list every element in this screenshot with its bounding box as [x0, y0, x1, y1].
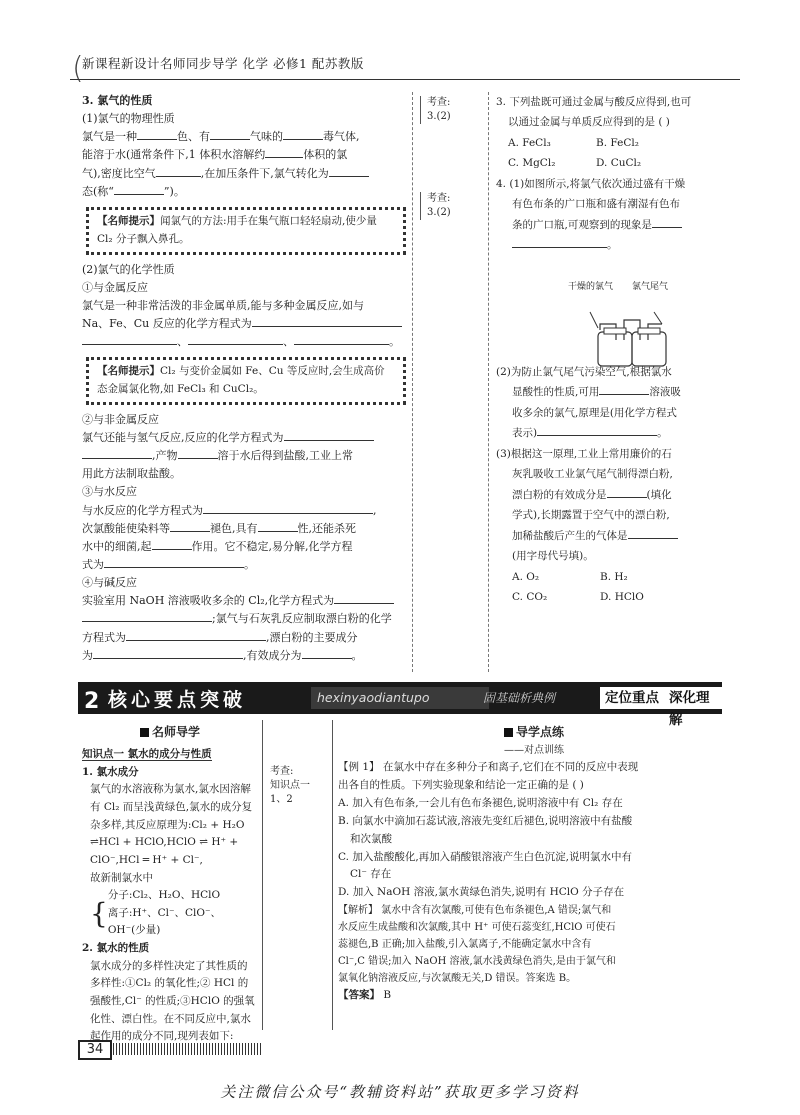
- body-line: ClO⁻,HCl ═ H⁺ + Cl⁻,: [90, 853, 203, 866]
- alkali-line: 方程式为 ,漂白粉的主要成分: [82, 630, 358, 644]
- body-line: 多样性:①Cl₂ 的氧化性;② HCl 的: [90, 977, 249, 990]
- banner-title: 核心要点突破: [108, 689, 247, 711]
- banner-tag-1: 定位重点: [600, 687, 664, 709]
- kao-box-1: [420, 96, 489, 124]
- nonmetal-line: 氯气还能与氢气反应,反应的化学方程式为: [82, 429, 410, 447]
- lower-divider-1: [262, 720, 263, 1030]
- right-column-2: [496, 362, 732, 608]
- nonmetal-title: ②与非金属反应: [82, 412, 159, 426]
- subsection-title: 1. 氯水成分: [82, 765, 139, 778]
- analysis-line: 蕊褪色,B 正确;加入盐酸,引入氯离子,不能确定氯水中含有: [338, 939, 592, 951]
- water-title: ③与水反应: [82, 485, 137, 499]
- alkali-line: 为 ,有效成分为 。: [82, 648, 363, 662]
- nonmetal-line: 用此方法制取盐酸。: [82, 467, 181, 481]
- teacher-tip-1: 【名师提示】闻氯气的方法:用手在集气瓶口轻轻扇动,使少量 Cl₂ 分子飘入鼻孔。: [86, 207, 406, 255]
- banner-slogan: 固基础析典例: [483, 691, 556, 705]
- metal-title: ①与金属反应: [82, 280, 148, 294]
- body-line: 杂多样,其反应原理为:Cl₂ + H₂O: [90, 818, 245, 831]
- phys-title: (1)氯气的物理性质: [82, 112, 175, 126]
- body-line: 起作用的成分不同,现列表如下:: [90, 1030, 234, 1043]
- phys-line: 氯气是一种 色、有 气味的 毒气体,: [82, 130, 360, 144]
- body-line: 有 Cl₂ 而呈浅黄绿色,氯水的成分复: [90, 801, 253, 814]
- example-option: 和次氯酸: [350, 832, 392, 845]
- q4-options: A. O₂ B. H₂: [512, 570, 628, 583]
- analysis-line: Cl⁻,C 错误;加入 NaOH 溶液,氯水浅黄绿色消失,是由于氯气和: [338, 956, 616, 968]
- answer-line: 【答案】 B: [338, 989, 392, 1002]
- q3-line: 3. 下列盐既可通过金属与酸反应得到,也可: [496, 96, 692, 108]
- water-line: 次氯酸能使染料等 褪色,具有 性,还能杀死: [82, 521, 356, 535]
- q4-3-line: (3)根据这一原理,工业上常用廉价的石: [496, 447, 672, 460]
- q3-options: C. MgCl₂ D. CuCl₂: [508, 157, 642, 170]
- example-option: Cl⁻ 存在: [350, 868, 392, 881]
- water-line: 与水反应的化学方程式为 ,: [82, 503, 377, 517]
- alkali-title: ④与碱反应: [82, 576, 137, 590]
- water-line: 式为 。: [82, 558, 255, 572]
- square-icon: [504, 728, 513, 737]
- page-number-bar: [78, 1040, 268, 1058]
- q3-line: 以通过金属与单质反应得到的是 ( ): [508, 116, 670, 129]
- example-line: 【例 1】 在氯水中存在多种分子和离子,它们在不同的反应中表现: [338, 761, 639, 774]
- alkali-line: ;氯气与石灰乳反应制取漂白粉的化学: [82, 610, 410, 628]
- teacher-tip-2: 【名师提示】Cl₂ 与变价金属如 Fe、Cu 等反应时,会生成高价态金属氯化物,如 FeCl₃ 和 CuCl₂。: [86, 357, 406, 405]
- q4-3-line: (用字母代号填)。: [512, 550, 594, 563]
- divider-right: [488, 92, 489, 672]
- water-line: 水中的细菌,起 作用。它不稳定,易分解,化学方程: [82, 539, 353, 553]
- analysis-line: 氯氧化钠溶液反应,与次氯酸无关,D 错误。答案选 B。: [338, 973, 577, 985]
- q4-2-line: (2)为防止氯气尾气污染空气,根据氯水: [496, 366, 672, 378]
- page-hatch: [113, 1043, 263, 1055]
- brace-glyph: {: [90, 896, 108, 930]
- divider-left: [412, 92, 413, 672]
- alkali-line: 实验室用 NaOH 溶液吸收多余的 Cl₂,化学方程式为: [82, 592, 410, 610]
- kao-value: 3.(2): [427, 207, 451, 218]
- banner-number: 2: [84, 689, 100, 714]
- example-option: D. 加入 NaOH 溶液,氯水黄绿色消失,说明有 HClO 分子存在: [338, 886, 625, 899]
- q4-2-line: 收多余的氯气,原理是(用化学方程式: [512, 406, 677, 419]
- fig-label-dry: 干燥的氯气: [568, 282, 614, 292]
- example-line: 出各自的性质。下列实验现象和结论一定正确的是 ( ): [338, 779, 584, 792]
- q3-options: A. FeCl₃ B. FeCl₂: [508, 136, 639, 149]
- example-option: C. 加入盐酸酸化,再加入硝酸银溶液产生白色沉淀,说明氯水中有: [338, 850, 633, 863]
- kao-value: 3.(2): [427, 111, 451, 122]
- section-banner: [78, 682, 722, 728]
- lower-divider-2: [332, 720, 333, 1030]
- example-option: B. 向氯水中滴加石蕊试液,溶液先变红后褪色,说明溶液中有盐酸: [338, 814, 633, 827]
- chem-title: (2)氯气的化学性质: [82, 262, 175, 276]
- nonmetal-line: ,产物 溶于水后得到盐酸,工业上常: [82, 447, 410, 465]
- header-rule: [70, 79, 740, 80]
- fig-label-tail: 氯气尾气: [632, 282, 669, 292]
- page-header: 新课程新设计名师同步导学 化学 必修1 配苏教版: [82, 56, 364, 71]
- kao-box-2: [420, 192, 489, 220]
- square-icon: [140, 728, 149, 737]
- right-column: [496, 92, 732, 256]
- q4-line: 条的广口瓶,可观察到的现象是: [496, 215, 732, 235]
- metal-line: 氯气是一种非常活泼的非金属单质,能与多种金属反应,如与: [82, 298, 364, 312]
- phys-line: 气),密度比空气 ,在加压条件下,氯气转化为: [82, 165, 410, 183]
- practice-heading: 导学点练: [338, 722, 730, 742]
- composition-brace: [82, 887, 258, 940]
- kao-value: 1、2: [270, 794, 293, 805]
- q4-3-line: 灰乳吸收工业氯气尾气制得漂白粉,: [512, 468, 673, 481]
- example-option: A. 加入有色布条,一会儿有色布条褪色,说明溶液中有 Cl₂ 存在: [338, 797, 623, 810]
- ions-line: 离子:H⁺、Cl⁻、ClO⁻、OH⁻(少量): [107, 906, 222, 937]
- page-number: 34: [78, 1040, 112, 1060]
- q4-line: 。: [496, 235, 732, 255]
- kao-label: 考查:: [270, 766, 294, 777]
- analysis-line: 【解析】 氯水中含有次氯酸,可使有色布条褪色,A 错误;氯气和: [338, 905, 612, 917]
- q4-2-line: 表示) 。: [496, 423, 732, 443]
- footer-note: 关注微信公众号“教辅资料站”获取更多学习资料: [220, 1083, 580, 1101]
- phys-line: 态(称“ ”)。: [82, 184, 185, 198]
- subsection-title: 2. 氯水的性质: [82, 942, 150, 955]
- kao-label: 考查:: [427, 193, 451, 204]
- teacher-guide-heading: 名师导学: [82, 722, 258, 742]
- banner-pinyin: hexinyaodiantupo: [311, 687, 489, 709]
- lower-right-column: [338, 722, 730, 1005]
- q4-3-line: 加稀盐酸后产生的气体是: [496, 526, 732, 546]
- body-line: 强酸性,Cl⁻ 的性质;③HClO 的强氧: [90, 994, 255, 1007]
- practice-subheading: ——对点训练: [504, 745, 564, 757]
- body-line: 氯水成分的多样性决定了其性质的: [90, 959, 248, 972]
- knowledge-point-title: 知识点一 氯水的成分与性质: [82, 748, 212, 761]
- phys-line: 能溶于水(通常条件下,1 体积水溶解约 体积的氯: [82, 148, 348, 162]
- molecules-line: 分子:Cl₂、H₂O、HClO: [107, 889, 221, 902]
- q4-2-line: 显酸性的性质,可用 溶液吸: [496, 382, 732, 402]
- q4-line: 有色布条的广口瓶和盛有潮湿有色布: [512, 198, 680, 211]
- body-line: 故新制氯水中: [90, 871, 153, 884]
- q4-3-line: 学式),长期露置于空气中的漂白粉,: [512, 509, 670, 522]
- body-line: 氯气的水溶液称为氯水,氯水因溶解: [90, 783, 251, 796]
- analysis-line: 水反应生成盐酸和次氯酸,其中 H⁺ 可使石蕊变红,HClO 可使石: [338, 922, 616, 934]
- q4-options: C. CO₂ D. HClO: [512, 591, 644, 604]
- lower-left-column: [82, 722, 258, 1046]
- section-title: 3. 氯气的性质: [82, 94, 153, 107]
- gas-bottles-diagram: [570, 310, 690, 370]
- left-column: [82, 92, 410, 665]
- metal-blanks: 、 、 。: [82, 333, 410, 351]
- body-line: ⇌HCl + HClO,HClO ⇌ H⁺ +: [90, 836, 239, 849]
- metal-line: Na、Fe、Cu 反应的化学方程式为: [82, 315, 410, 333]
- body-line: 化性、漂白性。在不同反应中,氯水: [90, 1012, 251, 1025]
- kao-value: 知识点一: [270, 780, 310, 791]
- kao-label: 考查:: [427, 97, 451, 108]
- kao-box-3: [270, 765, 328, 807]
- q4-line: 4. (1)如图所示,将氯气依次通过盛有干燥: [496, 177, 686, 190]
- banner-tag-2: 深化理解: [664, 687, 722, 709]
- q4-3-line: 漂白粉的有效成分是 (填化: [496, 485, 732, 505]
- header-brace: (: [72, 51, 84, 86]
